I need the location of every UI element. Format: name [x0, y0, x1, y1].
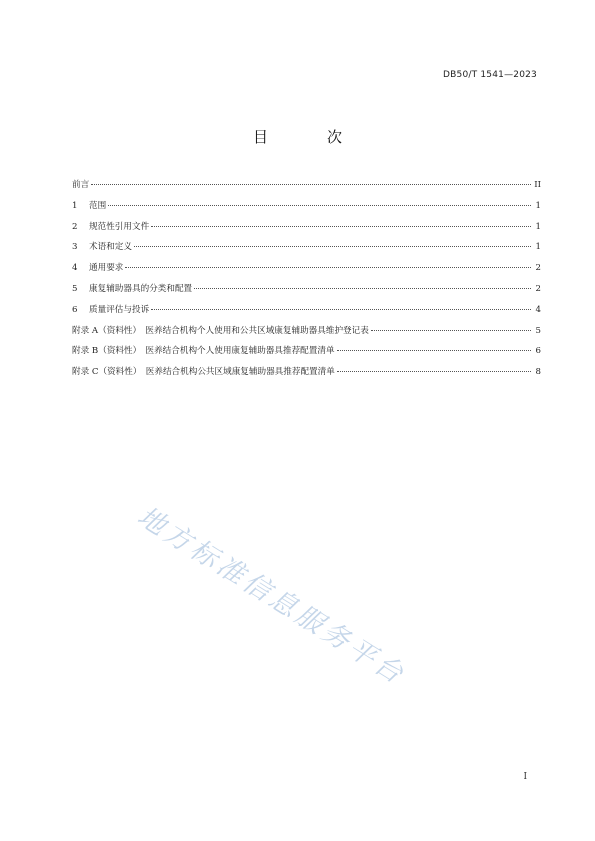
- toc-entry-page: 2: [535, 263, 541, 274]
- toc-leader-dots: [194, 288, 531, 289]
- toc-entry-number: 5: [72, 283, 78, 294]
- toc-entry[interactable]: [72, 303, 541, 324]
- toc-entry-label: 前言: [72, 180, 90, 190]
- toc-leader-dots: [337, 350, 531, 351]
- toc-entry-label: 质量评估与投诉: [89, 304, 150, 315]
- toc-entry-page: 1: [535, 200, 541, 211]
- toc-entry[interactable]: [72, 240, 541, 261]
- toc-entry-page: 6: [535, 346, 541, 357]
- toc-leader-dots: [108, 205, 531, 206]
- document-code: DB50/T 1541—2023: [443, 70, 537, 80]
- toc-leader-dots: [337, 371, 531, 372]
- toc-entry-label: 附录 A（资料性） 医养结合机构个人使用和公共区域康复辅助器具维护登记表: [72, 325, 369, 336]
- watermark-text: 地方标准信息服务平台: [131, 500, 412, 692]
- toc-entry-label: 规范性引用文件: [89, 221, 150, 232]
- toc-entry-page: 4: [535, 304, 541, 315]
- toc-entry-appendix[interactable]: [72, 324, 541, 345]
- toc-entry[interactable]: [72, 261, 541, 282]
- toc-leader-dots: [151, 309, 531, 310]
- toc-entry-label: 范围: [89, 200, 107, 211]
- toc-entry-appendix[interactable]: [72, 344, 541, 365]
- table-of-contents: [72, 178, 541, 386]
- toc-entry[interactable]: [72, 199, 541, 220]
- toc-entry-number: 2: [72, 221, 78, 232]
- toc-entry-label: 附录 B（资料性） 医养结合机构个人使用康复辅助器具推荐配置清单: [72, 346, 335, 357]
- toc-entry[interactable]: [72, 178, 541, 199]
- toc-entry-page: 5: [535, 325, 541, 336]
- toc-entry-page: 8: [535, 367, 541, 378]
- toc-entry-number: 1: [72, 200, 78, 211]
- toc-entry-label: 附录 C（资料性） 医养结合机构公共区域康复辅助器具推荐配置清单: [72, 367, 335, 378]
- toc-entry-page: 1: [535, 242, 541, 253]
- toc-entry-page: II: [534, 180, 541, 190]
- page-title: 目 次: [252, 128, 364, 146]
- toc-entry-number: 4: [72, 263, 78, 274]
- toc-entry-number: 6: [72, 304, 78, 315]
- toc-entry-label: 术语和定义: [89, 242, 132, 253]
- page-number: I: [523, 772, 527, 782]
- toc-entry[interactable]: [72, 220, 541, 241]
- toc-entry[interactable]: [72, 282, 541, 303]
- toc-leader-dots: [134, 246, 531, 247]
- toc-entry-page: 1: [535, 221, 541, 232]
- toc-leader-dots: [91, 184, 531, 185]
- toc-leader-dots: [371, 330, 531, 331]
- toc-entry-label: 康复辅助器具的分类和配置: [89, 283, 193, 294]
- toc-leader-dots: [151, 226, 531, 227]
- toc-entry-number: 3: [72, 242, 78, 253]
- toc-entry-page: 2: [535, 283, 541, 294]
- toc-entry-label: 通用要求: [89, 263, 124, 274]
- toc-leader-dots: [125, 267, 531, 268]
- toc-entry-appendix[interactable]: [72, 365, 541, 386]
